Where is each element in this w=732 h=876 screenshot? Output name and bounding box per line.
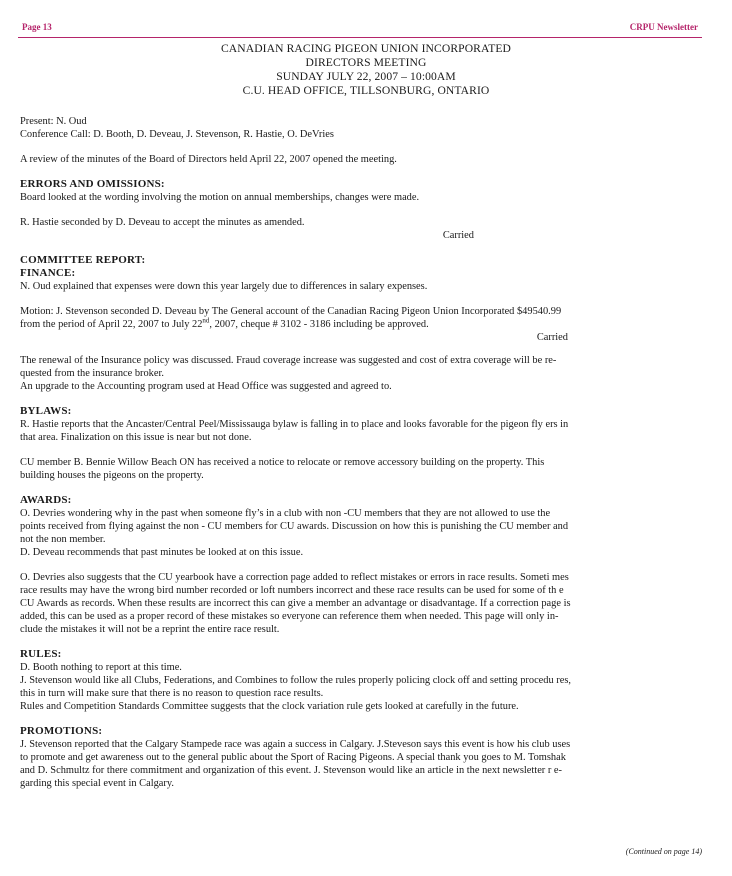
page-number: Page 13 xyxy=(22,22,52,32)
header-rule xyxy=(18,37,702,38)
conference-call-line: Conference Call: D. Booth, D. Deveau, J. Stevenson, R. Hastie, O. DeVries xyxy=(20,129,334,140)
rules-line3: this in turn will make sure that there is no reason to question race results. xyxy=(20,688,324,699)
bylaws-line2: that area. Finalization on this issue is near but not done. xyxy=(20,432,252,443)
committee-heading: COMMITTEE REPORT: xyxy=(20,254,146,266)
awards-line8: added, this can be used as a proper record of these mistakes so everyone can reference them when needed. This page will only in- xyxy=(20,611,559,622)
accounting-line: An upgrade to the Accounting program used at Head Office was suggested and agreed to. xyxy=(20,381,392,392)
present-line: Present: N. Oud xyxy=(20,116,87,127)
awards-line3: not the non member. xyxy=(20,534,106,545)
rules-line2: J. Stevenson would like all Clubs, Federations, and Combines to follow the rules properly policing clock off and setting procedu res, xyxy=(20,675,571,686)
promotions-line4: garding this special event in Calgary. xyxy=(20,778,174,789)
awards-line7: CU Awards as records. When these results are incorrect this can give a member an advantage or disadvantage. If a correction page is xyxy=(20,598,571,609)
bylaws-heading: BYLAWS: xyxy=(20,405,72,417)
bylaws-line3: CU member B. Bennie Willow Beach ON has received a notice to relocate or remove accessory building on the property. This xyxy=(20,457,545,468)
title-line-meeting: DIRECTORS MEETING xyxy=(305,56,427,69)
awards-line5: O. Devries also suggests that the CU yearbook have a correction page added to reflect mistakes or errors in race results. Someti mes xyxy=(20,572,569,583)
carried-label: Carried xyxy=(536,332,568,343)
errors-heading: ERRORS AND OMISSIONS: xyxy=(20,178,165,190)
finance-motion-line1: Motion: J. Stevenson seconded D. Deveau by The General account of the Canadian Racing Pigeon Union Incorporated $49540.99 xyxy=(20,306,562,317)
awards-line6: race results may have the wrong bird number recorded or loft numbers incorrect and these race results can be used for some of th e xyxy=(20,585,564,596)
bylaws-line1: R. Hastie reports that the Ancaster/Central Peel/Mississauga bylaw is falling in to place and looks favorable for the pigeon fly ers in xyxy=(20,419,569,430)
promotions-line1: J. Stevenson reported that the Calgary Stampede race was again a success in Calgary. J.Steveson says this event is how his club uses xyxy=(20,739,571,750)
promotions-line3: and D. Schmultz for there commitment and organization of this event. J. Stevenson would like an article in the next newsletter r e- xyxy=(20,765,562,776)
errors-text: Board looked at the wording involving the motion on annual memberships, changes were made. xyxy=(20,192,420,203)
meeting-title xyxy=(0,42,732,98)
errors-motion: R. Hastie seconded by D. Deveau to accept the minutes as amended. xyxy=(20,217,305,228)
rules-line1: D. Booth nothing to report at this time. xyxy=(20,662,182,673)
title-line-organization: CANADIAN RACING PIGEON UNION INCORPORATED xyxy=(220,42,512,55)
finance-motion-line2: from the period of April 22, 2007 to July 22nd, 2007, cheque # 3102 - 3186 including be approved. xyxy=(20,316,429,330)
carried-label: Carried xyxy=(442,230,474,241)
awards-line2: points received from flying against the non - CU members for CU awards. Discussion on how this is punishing the CU member and xyxy=(20,521,569,532)
newsletter-name: CRPU Newsletter xyxy=(629,22,698,32)
continued-note: (Continued on page 14) xyxy=(625,847,702,856)
minutes-body xyxy=(20,115,710,790)
awards-line1: O. Devries wondering why in the past when someone fly’s in a club with non -CU members that they are not allowed to use the xyxy=(20,508,551,519)
awards-line4: D. Deveau recommends that past minutes be looked at on this issue. xyxy=(20,547,304,558)
awards-line9: clude the mistakes it will not be a reprint the entire race result. xyxy=(20,624,280,635)
rules-heading: RULES: xyxy=(20,648,62,660)
rules-line4: Rules and Competition Standards Committee suggests that the clock variation rule gets looked at carefully in the future. xyxy=(20,701,519,712)
promotions-heading: PROMOTIONS: xyxy=(20,725,103,737)
finance-heading: FINANCE: xyxy=(20,267,76,279)
insurance-line2: quested from the insurance broker. xyxy=(20,368,164,379)
finance-text: N. Oud explained that expenses were down this year largely due to differences in salary expenses. xyxy=(20,281,428,292)
promotions-line2: to promote and get awareness out to the general public about the Sport of Racing Pigeons. A special thank you goes to M. Tomshak xyxy=(20,752,566,763)
title-line-location: C.U. HEAD OFFICE, TILLSONBURG, ONTARIO xyxy=(242,84,490,97)
title-line-date: SUNDAY JULY 22, 2007 – 10:00AM xyxy=(276,70,456,83)
bylaws-line4: building houses the pigeons on the property. xyxy=(20,470,204,481)
insurance-line1: The renewal of the Insurance policy was discussed. Fraud coverage increase was suggested and cost of extra coverage will be re- xyxy=(20,355,557,366)
intro-paragraph: A review of the minutes of the Board of Directors held April 22, 2007 opened the meeting. xyxy=(20,154,397,165)
awards-heading: AWARDS: xyxy=(20,494,72,506)
